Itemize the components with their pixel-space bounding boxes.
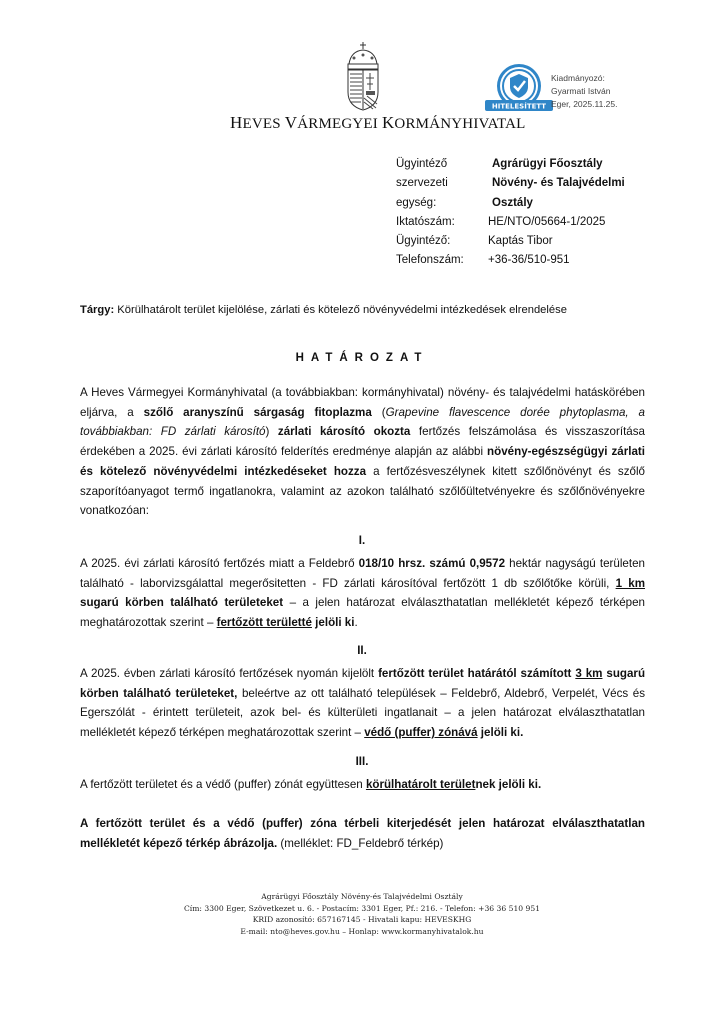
info-label: Telefonszám: (396, 254, 464, 267)
section-3-paragraph (80, 775, 645, 795)
info-label: Iktatószám: (396, 215, 455, 228)
info-label: Ügyintéző (396, 158, 448, 170)
text-run: jelöli ki. (477, 726, 524, 740)
text-run: A 2025. évben zárlati károsító fertőzések nyomán kijelölt (80, 667, 379, 680)
section-numeral-1: I. (358, 535, 366, 547)
info-value: Növény- és Talajvédelmi (492, 177, 625, 190)
text-run: 3 km (575, 667, 603, 680)
text-run: fertőzés felszámolása és visszaszorítása érdekében a 2025. évi zárlati károsító felderítés eredménye alapján az alábbi (80, 425, 645, 459)
seal-label: HITELESÍTETT (491, 102, 547, 111)
footer-department: Agrárügyi Főosztály Növény-és Talajvédelmi Osztály (261, 892, 463, 901)
issuer-label: Kiadmányozó: (551, 73, 605, 83)
info-row (396, 155, 625, 174)
text-run: A 2025. évi zárlati károsító fertőzés miatt a Feldebrő (80, 557, 359, 570)
text-run: zárlati károsító okozta (277, 425, 411, 439)
info-label: szervezeti (396, 177, 448, 190)
text-run: hektár nagyságú területen található - laborvizsgálattal megerősitetten - FD zárlati károsítóval fertőzött 1 db szőlőtőke körüli, (80, 557, 645, 590)
section-1-paragraph (80, 554, 645, 633)
text-run: növény-egészségügyi zárlati és kötelező növényvédelmi intézkedéseket hozza (80, 445, 645, 478)
footer-email-web: E-mail: nto@heves.gov.hu – Honlap: www.kormanyhivatalok.hu (240, 927, 484, 937)
text-run: fertőzött területté (216, 616, 312, 630)
text-run: beleértve az ott található települések – Feldebrő, Aldebrő, Verpelét, Vécs és Egerszólát - érintett területeit, azok bel- és külterületi ingatlanait – a jelen határozat elválaszthatatlan mellékletét képező térképen meghatározottak szerint – (80, 686, 645, 740)
text-run: sugarú körben található területeket (80, 596, 284, 610)
text-run: ) (265, 425, 278, 439)
intro-paragraph (80, 383, 645, 521)
text-run: fertőzött terület határától számított (378, 667, 576, 680)
subject-text: Körülhatárolt terület kijelölése, zárlati és kötelező növényvédelmi intézkedések elrendelése (114, 304, 567, 316)
section-numeral-3: III. (355, 756, 369, 768)
text-run: sugarú körben található területeket, (80, 667, 646, 700)
org-name-initial-3: K (381, 113, 395, 132)
footer-address: Cím: 3300 Eger, Szövetkezet u. 6. - Postacím: 3301 Eger, Pf.: 216. - Telefon: +36 36 510 951 (183, 903, 541, 913)
issuer-block (551, 72, 617, 111)
case-info-block (396, 155, 625, 271)
info-label: egység: (396, 196, 437, 209)
text-run: ( (371, 405, 386, 419)
info-value: HE/NTO/05664-1/2025 (488, 215, 606, 228)
text-run: . (354, 616, 358, 630)
subject-label: Tárgy: (80, 304, 115, 316)
org-name-initial-1: H (230, 113, 243, 132)
text-run: A Heves Vármegyei Kormányhivatal (a továbbiakban: kormányhivatal) növény- és talajvédelmi hatáskörében eljárva, a (80, 386, 645, 419)
text-run: – a jelen határozat elválaszthatatlan mellékletét képező térképen meghatározottak szerint – (80, 596, 645, 630)
subject-line (80, 304, 567, 316)
info-row (396, 232, 625, 251)
issue-place-date: Eger, 2025.11.25. (551, 99, 618, 109)
org-name-initial-2: V (284, 113, 298, 132)
text-run: védő (puffer) zónává (364, 726, 478, 740)
footer-krid: KRID azonosító: 657167145 - Hivatali kapu: HEVESKHG (252, 915, 472, 925)
coat-of-arms-icon (341, 40, 385, 112)
text-run: A fertőzött területet és a védő (puffer) zónát együttesen (80, 778, 366, 791)
info-value: Osztály (492, 196, 533, 209)
text-run: 1 km (615, 576, 646, 590)
text-run: 018/10 hrsz. számú 0,9572 (358, 557, 506, 570)
authenticated-seal-icon (483, 62, 555, 117)
closing-paragraph (80, 814, 645, 853)
text-run: Grapevine flavescence dorée phytoplasma, a továbbiakban: FD zárlati károsító (80, 405, 645, 439)
footer-contact (0, 891, 724, 938)
text-run: körülhatárolt terület (365, 778, 476, 791)
info-row (396, 174, 625, 193)
org-name-part-3: ORMÁNYHIVATAL (394, 116, 526, 132)
info-value: +36-36/510-951 (488, 254, 570, 267)
text-run: (melléklet: FD_Feldebrő térkép) (277, 836, 444, 850)
section-2-paragraph (80, 664, 645, 743)
text-run: a fertőzésveszélynek kitett szőlőnövényt és szőlő szaporítóanyagot termő ingatlanokra, valamint az azokon található szőlőültetvényekre és szőlőnövényekre vonatkozóan: (80, 464, 645, 518)
document-title: HATÁROZAT (295, 352, 429, 364)
text-run: nek jelöli ki. (475, 778, 542, 791)
issuer-name: Gyarmati István (551, 86, 611, 96)
info-row (396, 251, 625, 270)
info-value: Agrárügyi Főosztály (492, 158, 603, 170)
text-run: szőlő aranyszínű sárgaság fitoplazma (143, 405, 372, 419)
info-value: Kaptás Tibor (488, 235, 553, 248)
org-name-part-1: EVES (242, 116, 285, 132)
text-run: A fertőzött terület és a védő (puffer) zóna térbeli kiterjedését jelen határozat elválaszthatatlan mellékletét képező térkép ábrázolja. (80, 817, 645, 850)
info-row (396, 194, 625, 213)
text-run: jelöli ki (311, 616, 355, 630)
info-label: Ügyintéző: (396, 235, 451, 248)
info-row (396, 213, 625, 232)
org-name-part-2: ÁRMEGYEI (297, 116, 382, 132)
section-numeral-2: II. (357, 645, 367, 657)
